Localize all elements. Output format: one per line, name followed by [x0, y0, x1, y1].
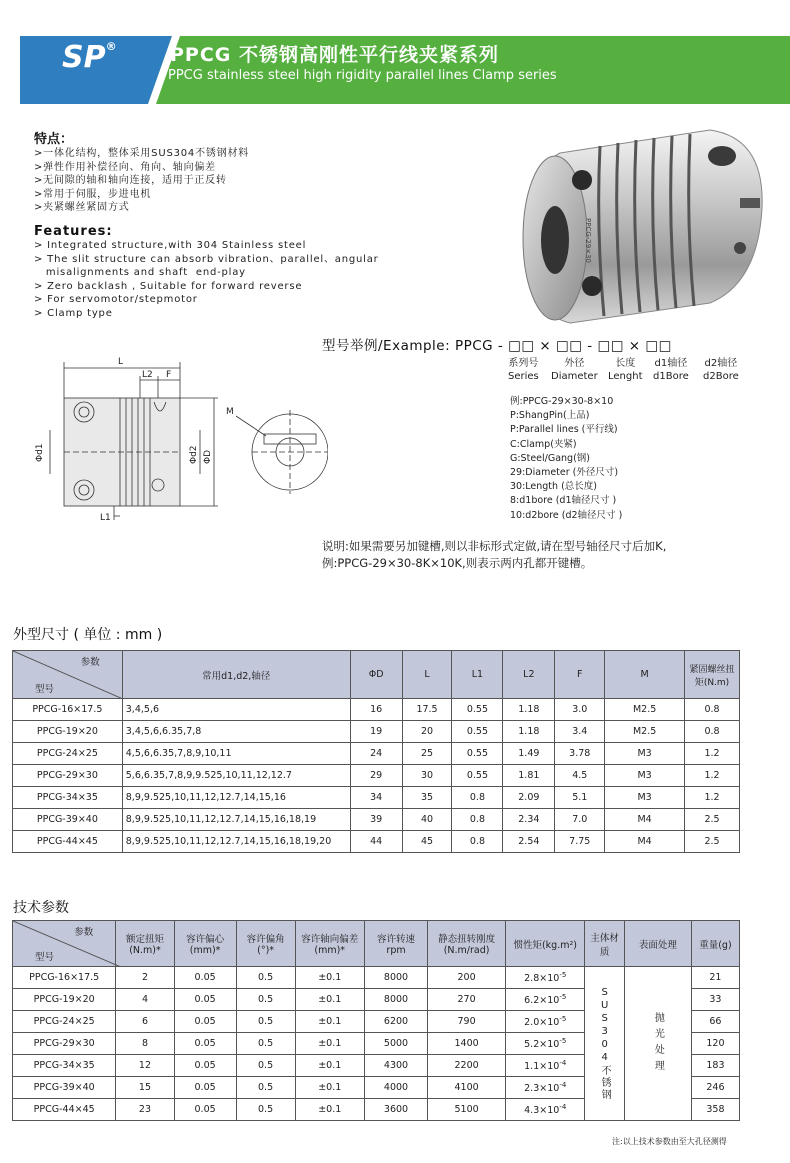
table-cell: 1.2: [685, 743, 740, 765]
table-cell: 39: [350, 809, 402, 831]
col-header: 表面处理: [624, 921, 691, 967]
col-header: L2: [503, 651, 555, 699]
table-cell: 3.78: [555, 743, 605, 765]
col-header: 紧固螺丝扭矩(N.m): [685, 651, 740, 699]
table-cell: PPCG-24×25: [13, 1011, 116, 1033]
table-cell: PPCG-16×17.5: [13, 967, 116, 989]
feature-cn-item: >无间隙的轴和轴向连接，适用于正反转: [34, 175, 227, 186]
table-cell: ±0.1: [295, 1055, 364, 1077]
inertia-value: 4.3×10: [524, 1105, 560, 1117]
technical-corner-header: [13, 921, 116, 967]
table-cell: 790: [428, 1011, 506, 1033]
feature-en-item: misalignments and shaft end-play: [34, 267, 246, 278]
table-cell: 0.5: [236, 989, 295, 1011]
table-cell: 2: [116, 967, 174, 989]
table-cell: [506, 967, 585, 989]
table-cell: 25: [402, 743, 452, 765]
example-label-d1: d1轴径 d1Bore: [653, 358, 689, 382]
table-row: [13, 787, 740, 809]
inertia-exponent: -5: [559, 1036, 567, 1045]
table-cell: ±0.1: [295, 1011, 364, 1033]
dimensions-title: 外型尺寸 ( 单位 : mm ): [13, 627, 163, 643]
table-row: [13, 743, 740, 765]
table-cell: 2.5: [685, 809, 740, 831]
table-cell: PPCG-19×20: [13, 989, 116, 1011]
example-label-length: 长度 Lenght: [608, 358, 643, 382]
feature-cn-item: >一体化结构，整体采用SUS304不锈钢材料: [34, 148, 250, 159]
col-header: 容许偏角(°)*: [236, 921, 295, 967]
table-cell: 12: [116, 1055, 174, 1077]
table-cell: 7.0: [555, 809, 605, 831]
inertia-value: 1.1×10: [524, 1061, 560, 1073]
table-cell: 30: [402, 765, 452, 787]
dim-label-L: L: [118, 357, 124, 367]
table-cell: 0.55: [452, 721, 503, 743]
table-cell: PPCG-44×45: [13, 1099, 116, 1121]
note-line: 说明:如果需要另加键槽,则以非标形式定做,请在型号轴径尺寸后加K,: [322, 539, 667, 553]
table-cell: PPCG-39×40: [13, 1077, 116, 1099]
feature-en-item: > Integrated structure,with 304 Stainless steel: [34, 240, 307, 251]
table-cell: 3.4: [555, 721, 605, 743]
dim-label-D: ΦD: [203, 449, 213, 464]
table-cell: 0.5: [236, 1011, 295, 1033]
table-cell: 0.8: [452, 831, 503, 853]
example-legend: [510, 395, 622, 523]
feature-en-item: > Clamp type: [34, 307, 113, 319]
table-cell: 29: [350, 765, 402, 787]
table-row: [13, 721, 740, 743]
dim-label-M: M: [226, 407, 234, 417]
table-cell: PPCG-29×30: [13, 1033, 116, 1055]
table-cell: 0.5: [236, 967, 295, 989]
table-cell: 45: [402, 831, 452, 853]
technical-title: 技术参数: [13, 900, 69, 916]
dim-label-d2: Φd2: [189, 445, 199, 464]
table-cell: 33: [691, 989, 739, 1011]
table-cell: 8,9,9.525,10,11,12,12.7,14,15,16,18,19,20: [122, 831, 350, 853]
table-cell: ±0.1: [295, 967, 364, 989]
table-cell: 1.2: [685, 765, 740, 787]
table-cell: 120: [691, 1033, 739, 1055]
table-cell: 4,5,6,6.35,7,8,9,10,11: [122, 743, 350, 765]
table-cell: [506, 1033, 585, 1055]
inertia-exponent: -4: [559, 1080, 567, 1089]
table-cell: 4: [116, 989, 174, 1011]
table-cell: 200: [428, 967, 506, 989]
table-cell: PPCG-34×35: [13, 1055, 116, 1077]
feature-en-item: > Zero backlash , Suitable for forward reverse: [34, 280, 303, 292]
table-cell: 1.18: [503, 699, 555, 721]
example-label-diameter: 外径 Diameter: [551, 358, 598, 382]
table-cell: M4: [605, 831, 685, 853]
features-en: [34, 224, 379, 320]
table-cell: 66: [691, 1011, 739, 1033]
table-cell: ±0.1: [295, 1033, 364, 1055]
table-cell: 0.55: [452, 765, 503, 787]
product-photo: [500, 118, 780, 333]
page-title-en: PPCG stainless steel high rigidity parallel lines Clamp series: [168, 68, 557, 83]
table-cell: 0.5: [236, 1077, 295, 1099]
table-cell: 4.5: [555, 765, 605, 787]
table-cell: 0.8: [685, 699, 740, 721]
features-en-heading: Features:: [34, 224, 113, 239]
example-label-d2: d2轴径 d2Bore: [703, 358, 739, 382]
table-cell: 2.54: [503, 831, 555, 853]
table-cell: PPCG-19×20: [13, 721, 123, 743]
table-cell: 6200: [364, 1011, 427, 1033]
table-cell: 8,9,9.525,10,11,12,12.7,14,15,16,18,19: [122, 809, 350, 831]
surface-text: 抛光处理: [652, 1011, 664, 1076]
dim-label-L1: L1: [100, 513, 111, 523]
col-header: F: [555, 651, 605, 699]
table-cell: 23: [116, 1099, 174, 1121]
inertia-exponent: -4: [559, 1058, 567, 1067]
table-cell: [506, 1011, 585, 1033]
header-model: 型号: [35, 952, 55, 963]
feature-cn-item: >夹紧螺丝紧固方式: [34, 202, 130, 213]
inertia-value: 6.2×10: [524, 995, 560, 1007]
table-row: [13, 765, 740, 787]
inertia-exponent: -5: [559, 992, 567, 1001]
table-row: [13, 967, 740, 989]
table-cell: 0.05: [174, 989, 236, 1011]
col-header: 主体材质: [585, 921, 624, 967]
inertia-value: 5.2×10: [524, 1039, 560, 1051]
inertia-exponent: -5: [559, 970, 567, 979]
col-header: ΦD: [350, 651, 402, 699]
legend-line: 8:d1bore (d1轴径尺寸 ): [510, 495, 617, 507]
dim-label-F: F: [166, 370, 172, 380]
table-cell: 270: [428, 989, 506, 1011]
surface-cell: [624, 967, 691, 1121]
table-cell: 0.05: [174, 1099, 236, 1121]
table-cell: 0.05: [174, 1011, 236, 1033]
table-cell: [506, 1077, 585, 1099]
table-cell: PPCG-34×35: [13, 787, 123, 809]
table-cell: PPCG-24×25: [13, 743, 123, 765]
legend-line: 30:Length (总长度): [510, 481, 597, 493]
table-cell: 0.55: [452, 699, 503, 721]
material-cell: [585, 967, 624, 1121]
table-cell: 1.18: [503, 721, 555, 743]
feature-en-item: > The slit structure can absorb vibration、parallel、angular: [34, 253, 379, 265]
table-cell: 4300: [364, 1055, 427, 1077]
table-cell: PPCG-16×17.5: [13, 699, 123, 721]
col-header: 惯性矩(kg.m²): [506, 921, 585, 967]
table-cell: 19: [350, 721, 402, 743]
legend-line: 29:Diameter (外径尺寸): [510, 467, 619, 479]
page-title-cn: PPCG 不锈钢高刚性平行线夹紧系列: [170, 44, 500, 66]
table-cell: 0.8: [685, 721, 740, 743]
table-cell: 4100: [428, 1077, 506, 1099]
header-model: 型号: [35, 684, 55, 695]
table-cell: 6: [116, 1011, 174, 1033]
technical-drawing: [28, 350, 328, 525]
table-cell: PPCG-44×45: [13, 831, 123, 853]
col-header: 容许转速rpm: [364, 921, 427, 967]
table-cell: 4000: [364, 1077, 427, 1099]
table-cell: 246: [691, 1077, 739, 1099]
inertia-exponent: -4: [559, 1102, 567, 1111]
table-cell: M3: [605, 787, 685, 809]
table-cell: 20: [402, 721, 452, 743]
table-cell: ±0.1: [295, 1099, 364, 1121]
table-cell: ±0.1: [295, 1077, 364, 1099]
table-cell: M2.5: [605, 721, 685, 743]
table-cell: 2.09: [503, 787, 555, 809]
table-cell: 5100: [428, 1099, 506, 1121]
table-row: [13, 699, 740, 721]
header-param: 参数: [74, 927, 94, 938]
table-cell: 3,4,5,6: [122, 699, 350, 721]
table-cell: 40: [402, 809, 452, 831]
feature-cn-item: >常用于伺服，步进电机: [34, 188, 152, 200]
table-cell: [506, 989, 585, 1011]
table-cell: 0.55: [452, 743, 503, 765]
table-cell: 3600: [364, 1099, 427, 1121]
feature-cn-item: >弹性作用补偿径向、角向、轴向偏差: [34, 161, 216, 173]
keyway-note: [322, 538, 666, 572]
legend-line: P:Parallel lines (平行线): [510, 424, 618, 436]
col-header: L1: [452, 651, 503, 699]
table-cell: 8000: [364, 989, 427, 1011]
table-cell: 24: [350, 743, 402, 765]
features-cn-heading: 特点：: [34, 132, 74, 147]
inertia-value: 2.3×10: [524, 1083, 560, 1095]
legend-line: 10:d2bore (d2轴径尺寸 ): [510, 509, 623, 521]
table-cell: 3,4,5,6,6.35,7,8: [122, 721, 350, 743]
col-header: 额定扭矩(N.m)*: [116, 921, 174, 967]
table-cell: 7.75: [555, 831, 605, 853]
table-cell: M2.5: [605, 699, 685, 721]
product-engraving: PPCG-29×30: [584, 218, 592, 263]
table-cell: 0.5: [236, 1099, 295, 1121]
table-cell: M4: [605, 809, 685, 831]
table-cell: 2200: [428, 1055, 506, 1077]
col-header: 静态扭转刚度(N.m/rad): [428, 921, 506, 967]
table-cell: 1400: [428, 1033, 506, 1055]
table-cell: 21: [691, 967, 739, 989]
table-cell: 3.0: [555, 699, 605, 721]
table-cell: 8000: [364, 967, 427, 989]
table-cell: 0.5: [236, 1055, 295, 1077]
col-header: M: [605, 651, 685, 699]
table-cell: 5,6,6.35,7,8,9,9.525,10,11,12,12.7: [122, 765, 350, 787]
table-cell: 0.8: [452, 809, 503, 831]
col-header: 容许偏心(mm)*: [174, 921, 236, 967]
table-cell: 8: [116, 1033, 174, 1055]
table-cell: 358: [691, 1099, 739, 1121]
feature-en-item: > For servomotor/stepmotor: [34, 294, 198, 305]
table-cell: ±0.1: [295, 989, 364, 1011]
dimensions-corner-header: [13, 651, 123, 699]
table-cell: PPCG-39×40: [13, 809, 123, 831]
table-row: [13, 831, 740, 853]
table-cell: 0.05: [174, 1077, 236, 1099]
inertia-value: 2.0×10: [524, 1017, 560, 1029]
table-row: [13, 809, 740, 831]
logo-text: SP: [62, 40, 106, 75]
legend-line: 例:PPCG-29×30-8×10: [510, 396, 614, 407]
inertia-value: 2.8×10: [524, 973, 560, 985]
table-cell: 5.1: [555, 787, 605, 809]
table-cell: 0.05: [174, 967, 236, 989]
legend-line: P:ShangPin(上品): [510, 410, 590, 422]
dim-label-d1: Φd1: [35, 443, 45, 462]
dimensions-table: [12, 650, 740, 853]
table-cell: 1.49: [503, 743, 555, 765]
table-cell: [506, 1055, 585, 1077]
table-cell: PPCG-29×30: [13, 765, 123, 787]
example-label-series: 系列号 Series: [508, 358, 539, 382]
logo: [62, 40, 117, 75]
note-line: 例:PPCG-29×30-8K×10K,则表示两内孔都开键槽。: [322, 556, 593, 570]
table-cell: 0.8: [452, 787, 503, 809]
inertia-exponent: -5: [559, 1014, 567, 1023]
table-cell: 2.34: [503, 809, 555, 831]
table-cell: 5000: [364, 1033, 427, 1055]
table-cell: 15: [116, 1077, 174, 1099]
features-cn: [34, 128, 249, 215]
table-cell: 44: [350, 831, 402, 853]
table-cell: 2.5: [685, 831, 740, 853]
col-header: 常用d1,d2,轴径: [122, 651, 350, 699]
table-cell: [506, 1099, 585, 1121]
example-model: 型号举例/Example: PPCG - □□ × □□ - □□ × □□: [322, 338, 672, 354]
table-cell: 0.05: [174, 1033, 236, 1055]
dim-label-L2: L2: [142, 370, 153, 380]
material-text: SUS304不锈钢: [599, 986, 611, 1101]
table-cell: 0.05: [174, 1055, 236, 1077]
table-cell: 1.81: [503, 765, 555, 787]
technical-table: [12, 920, 740, 1121]
col-header: 容许轴向偏差(mm)*: [295, 921, 364, 967]
legend-line: G:Steel/Gang(钢): [510, 452, 590, 464]
footnote: 注:以上技术参数由至大孔径测得: [612, 1137, 727, 1146]
table-cell: M3: [605, 765, 685, 787]
table-cell: 183: [691, 1055, 739, 1077]
table-cell: 35: [402, 787, 452, 809]
header-param: 参数: [80, 657, 100, 668]
table-cell: 17.5: [402, 699, 452, 721]
table-cell: 16: [350, 699, 402, 721]
table-cell: 0.5: [236, 1033, 295, 1055]
table-cell: 8,9,9.525,10,11,12,12.7,14,15,16: [122, 787, 350, 809]
table-cell: 34: [350, 787, 402, 809]
legend-line: C:Clamp(夹紧): [510, 438, 577, 450]
logo-mark: ®: [105, 40, 117, 53]
table-cell: M3: [605, 743, 685, 765]
table-cell: 1.2: [685, 787, 740, 809]
col-header: L: [402, 651, 452, 699]
col-header: 重量(g): [691, 921, 739, 967]
